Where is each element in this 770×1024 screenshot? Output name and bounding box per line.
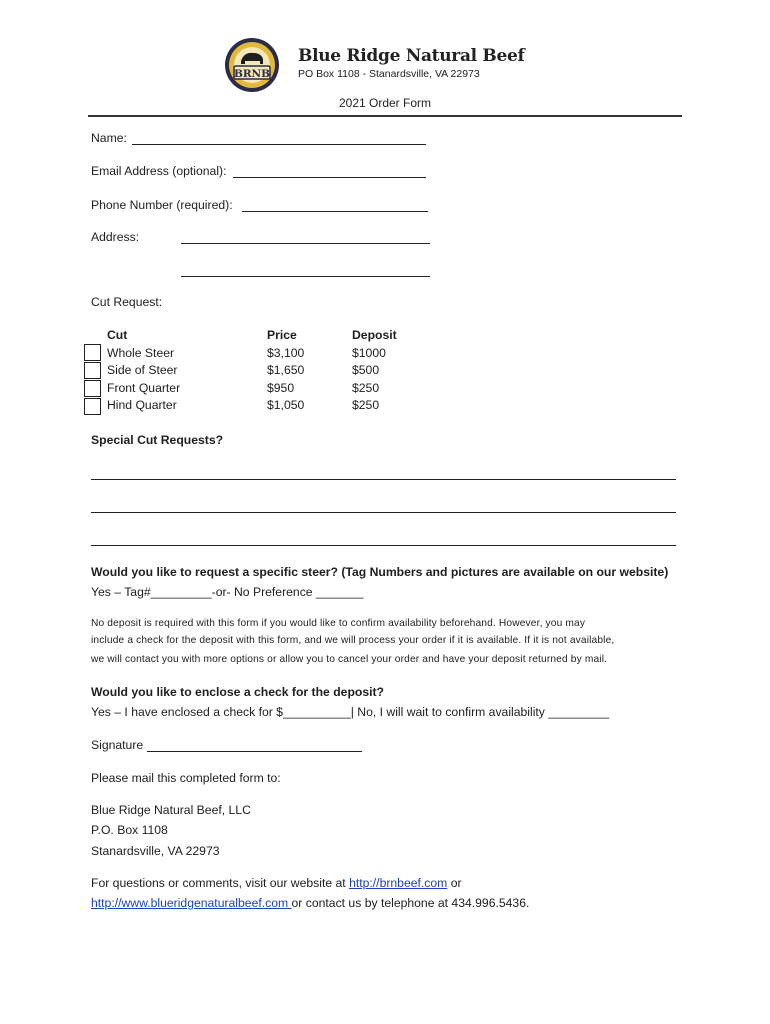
phone-field[interactable]	[242, 211, 428, 212]
mail-address-line: Blue Ridge Natural Beef, LLC	[91, 803, 251, 817]
email-label: Email Address (optional):	[91, 164, 227, 178]
cut-row-name: Hind Quarter	[107, 398, 177, 412]
company-address: PO Box 1108 - Stanardsville, VA 22973	[298, 68, 480, 80]
deposit-note-line: we will contact you with more options or allow you to cancel your order and have your deposit returned by mail.	[91, 654, 608, 665]
mail-address-line: P.O. Box 1108	[91, 823, 168, 837]
cut-row-price: $1,050	[267, 398, 305, 412]
price-column-header: Price	[267, 328, 297, 342]
special-request-line-1[interactable]	[91, 479, 676, 480]
form-title: 2021 Order Form	[338, 96, 432, 110]
check-deposit-answer[interactable]: Yes – I have enclosed a check for $__________| No, I will wait to confirm availability _________	[91, 705, 610, 719]
deposit-note-line: include a check for the deposit with this form, and we will process your order if it is available. If it is not available,	[91, 635, 615, 646]
signature-field[interactable]	[147, 751, 362, 752]
checkbox-side-of-steer[interactable]	[84, 362, 101, 379]
cut-row-name: Whole Steer	[107, 346, 175, 360]
cut-row-deposit: $500	[352, 363, 380, 377]
address-field-line-1[interactable]	[181, 243, 430, 244]
email-field[interactable]	[233, 177, 426, 178]
phone-label: Phone Number (required):	[91, 198, 233, 212]
contact-line-1	[91, 876, 462, 890]
cut-row-deposit: $1000	[352, 346, 386, 360]
cut-row-name: Side of Steer	[107, 363, 178, 377]
contact-or: or	[447, 876, 462, 890]
cut-row-price: $950	[267, 381, 295, 395]
mail-address-line: Stanardsville, VA 22973	[91, 844, 220, 858]
specific-steer-question: Would you like to request a specific steer? (Tag Numbers and pictures are available on our website)	[91, 565, 669, 579]
name-label: Name:	[91, 131, 127, 145]
deposit-column-header: Deposit	[352, 328, 397, 342]
title-divider	[88, 115, 682, 117]
special-request-line-3[interactable]	[91, 545, 676, 546]
checkbox-front-quarter[interactable]	[84, 380, 101, 397]
cut-row-name: Front Quarter	[107, 381, 181, 395]
cut-column-header: Cut	[107, 328, 128, 342]
deposit-note-line: No deposit is required with this form if you would like to confirm availability beforehand. However, you may	[91, 618, 586, 629]
company-name: Blue Ridge Natural Beef	[298, 46, 525, 66]
cut-row-price: $1,650	[267, 363, 305, 377]
check-deposit-question: Would you like to enclose a check for the deposit?	[91, 685, 385, 699]
cut-row-price: $3,100	[267, 346, 305, 360]
svg-text:BRNB: BRNB	[233, 68, 271, 80]
brnbeef-link[interactable]: http://brnbeef.com	[349, 876, 448, 890]
special-request-line-2[interactable]	[91, 512, 676, 513]
checkbox-hind-quarter[interactable]	[84, 398, 101, 415]
cut-request-label: Cut Request:	[91, 295, 163, 309]
contact-prefix: For questions or comments, visit our website at	[91, 876, 350, 890]
brnb-logo	[224, 37, 280, 93]
mail-instruction: Please mail this completed form to:	[91, 771, 281, 785]
specific-steer-answer[interactable]: Yes – Tag#_________-or- No Preference _______	[91, 585, 364, 599]
checkbox-whole-steer[interactable]	[84, 344, 101, 361]
contact-line-2	[91, 896, 529, 910]
signature-label: Signature	[91, 738, 144, 752]
address-field-line-2[interactable]	[181, 276, 430, 277]
address-label: Address:	[91, 230, 140, 244]
cut-row-deposit: $250	[352, 398, 380, 412]
cut-row-deposit: $250	[352, 381, 380, 395]
blueridgenaturalbeef-link[interactable]: http://www.blueridgenaturalbeef.com	[91, 896, 292, 910]
contact-phone-text: or contact us by telephone at 434.996.5436.	[291, 896, 530, 910]
name-field[interactable]	[132, 144, 426, 145]
special-cut-heading: Special Cut Requests?	[91, 433, 224, 447]
